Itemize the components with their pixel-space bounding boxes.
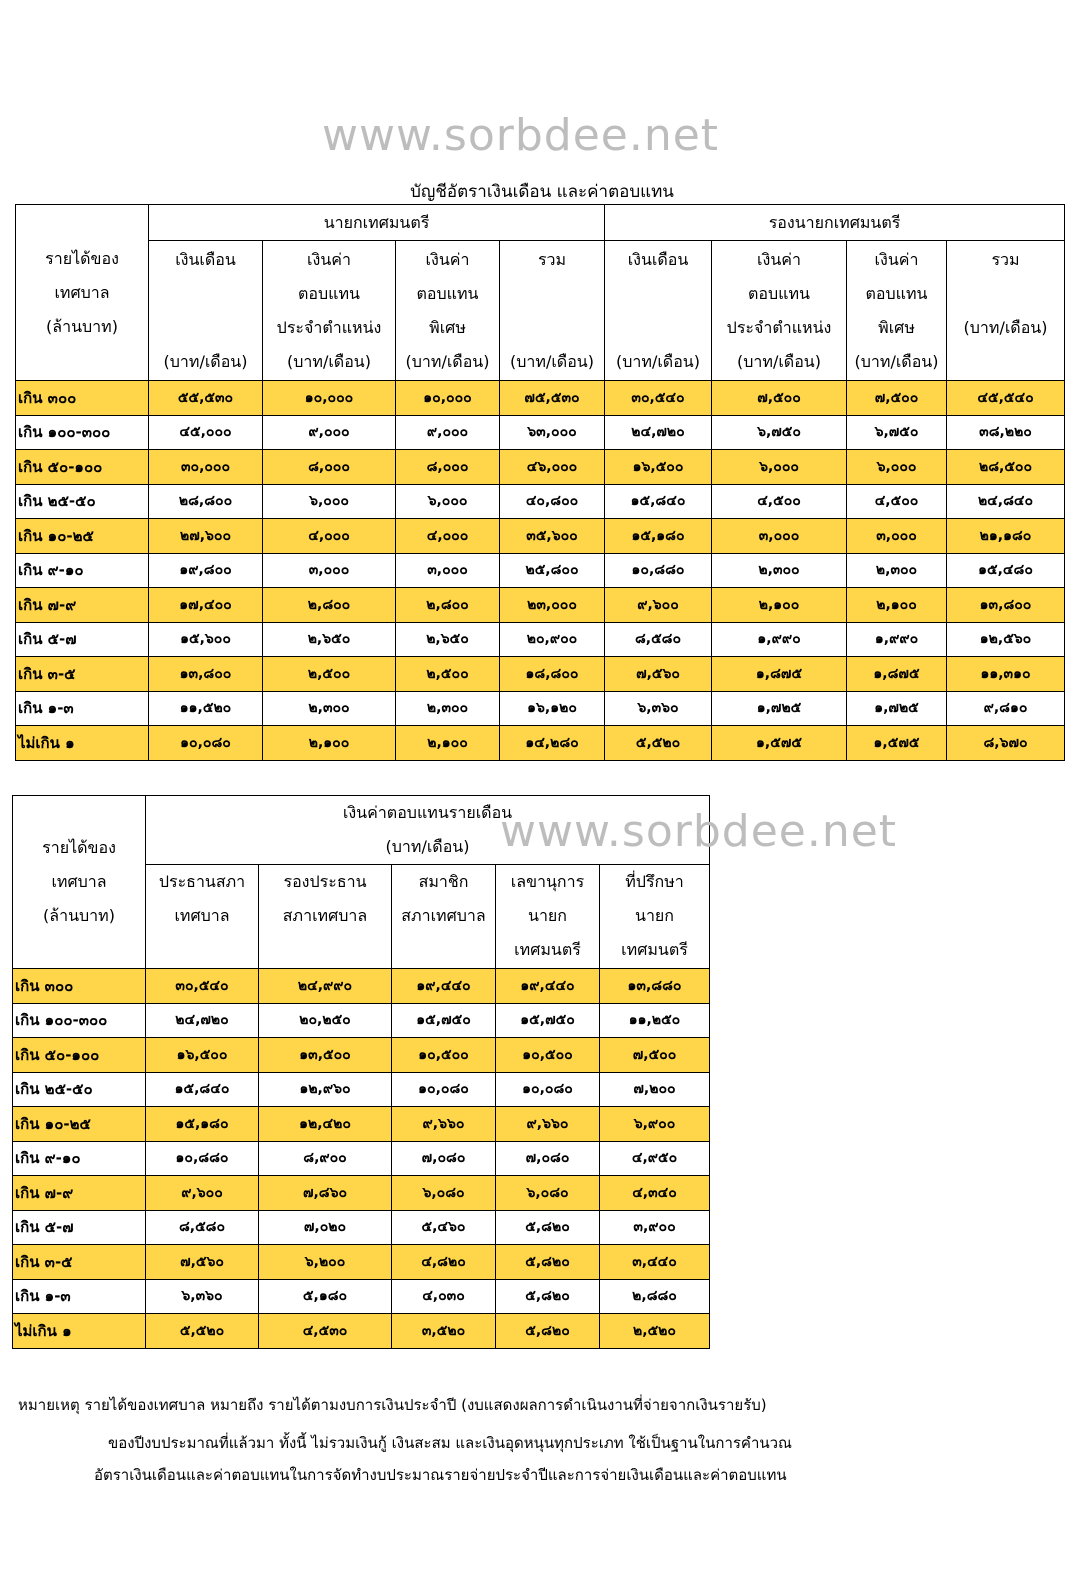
table-cell: ๑๙,๔๔๐ xyxy=(392,969,496,1004)
table-cell: ๔๐,๘๐๐ xyxy=(500,484,605,519)
table-cell: ๒,๖๕๐ xyxy=(396,622,500,657)
table-row xyxy=(16,415,1065,450)
table-cell: ๔,๕๓๐ xyxy=(259,1314,392,1349)
table-cell: ๑,๘๗๕ xyxy=(712,657,847,692)
table-cell: ๑๒,๕๖๐ xyxy=(947,622,1065,657)
table-row xyxy=(16,484,1065,519)
table-cell: ๑๐,๘๘๐ xyxy=(605,553,712,588)
table-row xyxy=(13,1245,710,1280)
table-cell: ๑๙,๔๔๐ xyxy=(496,969,600,1004)
table-cell: ๑๕,๑๘๐ xyxy=(146,1107,259,1142)
table-cell: ๑,๗๒๕ xyxy=(712,691,847,726)
table-row xyxy=(13,1003,710,1038)
column-header-line: เทศมนตรี xyxy=(514,940,581,959)
column-header xyxy=(712,241,847,381)
table-cell: ๖,๐๘๐ xyxy=(392,1176,496,1211)
column-header-line: นายก xyxy=(528,906,567,925)
table-cell: ๗,๕๖๐ xyxy=(146,1245,259,1280)
table-cell: ๑๖,๑๒๐ xyxy=(500,691,605,726)
table-cell: ๓,๐๐๐ xyxy=(847,519,947,554)
column-header-line: รองประธาน xyxy=(283,872,367,891)
table-cell: ๔,๕๐๐ xyxy=(712,484,847,519)
row-label: เกิน ๓๐๐ xyxy=(13,969,146,1004)
table-cell: ๓,๙๐๐ xyxy=(600,1210,710,1245)
table-cell: ๑๖,๕๐๐ xyxy=(146,1038,259,1073)
table-cell: ๖๓,๐๐๐ xyxy=(500,415,605,450)
table-cell: ๔,๐๐๐ xyxy=(263,519,396,554)
row-label: เกิน ๑๐๐-๓๐๐ xyxy=(16,415,149,450)
document-title: บัญชีอัตราเงินเดือน และค่าตอบแทน xyxy=(410,182,674,202)
table-cell: ๙,๐๐๐ xyxy=(263,415,396,450)
table-cell: ๕๕,๕๓๐ xyxy=(149,381,263,416)
column-header xyxy=(500,241,605,381)
table-cell: ๑๑,๕๒๐ xyxy=(149,691,263,726)
table-cell: ๑๐,๕๐๐ xyxy=(496,1038,600,1073)
table-cell: ๖,๒๐๐ xyxy=(259,1245,392,1280)
table-cell: ๕,๘๒๐ xyxy=(496,1279,600,1314)
table-cell: ๒๘,๘๐๐ xyxy=(149,484,263,519)
column-header-line: ที่ปรึกษา xyxy=(625,872,684,891)
table-cell: ๒,๑๐๐ xyxy=(847,588,947,623)
table-cell: ๒๑,๑๘๐ xyxy=(947,519,1065,554)
table-row xyxy=(16,726,1065,761)
row-label: เกิน ๓-๕ xyxy=(16,657,149,692)
table-cell: ๒,๓๐๐ xyxy=(712,553,847,588)
table-cell: ๘,๐๐๐ xyxy=(263,450,396,485)
table-cell: ๑๒,๔๒๐ xyxy=(259,1107,392,1142)
column-header-line: (บาท/เดือน) xyxy=(510,351,594,371)
table-cell: ๔๕,๐๐๐ xyxy=(149,415,263,450)
table-cell: ๕,๘๒๐ xyxy=(496,1210,600,1245)
table-cell: ๘,๖๗๐ xyxy=(947,726,1065,761)
table-cell: ๔,๙๕๐ xyxy=(600,1141,710,1176)
table-cell: ๒,๓๐๐ xyxy=(263,691,396,726)
column-header-line xyxy=(151,277,260,311)
table-cell: ๑๕,๘๔๐ xyxy=(605,484,712,519)
table-cell: ๗,๐๘๐ xyxy=(392,1141,496,1176)
table-cell: ๑๐,๘๘๐ xyxy=(146,1141,259,1176)
table-cell: ๑,๗๒๕ xyxy=(847,691,947,726)
row-label: เกิน ๙-๑๐ xyxy=(13,1141,146,1176)
table-cell: ๖,๗๕๐ xyxy=(847,415,947,450)
watermark: www.sorbdee.net xyxy=(500,806,898,857)
column-header-line xyxy=(949,277,1062,311)
table-cell: ๑๕,๖๐๐ xyxy=(149,622,263,657)
table-cell: ๒๗,๖๐๐ xyxy=(149,519,263,554)
table-row xyxy=(13,1314,710,1349)
table-cell: ๕,๘๒๐ xyxy=(496,1314,600,1349)
table-cell: ๖,๐๐๐ xyxy=(712,450,847,485)
table-cell: ๓,๐๐๐ xyxy=(712,519,847,554)
table-cell: ๗,๘๖๐ xyxy=(259,1176,392,1211)
table-cell: ๔,๘๒๐ xyxy=(392,1245,496,1280)
note-line-1: หมายเหตุ รายได้ของเทศบาล หมายถึง รายได้ตามงบการเงินประจำปี (งบแสดงผลการดำเนินงานที่จ่ายจากเงินรายรับ) xyxy=(18,1396,767,1414)
table-cell: ๒๕,๘๐๐ xyxy=(500,553,605,588)
table-row xyxy=(13,1279,710,1314)
column-header-line: รวม xyxy=(537,249,567,269)
table-row xyxy=(13,1107,710,1142)
column-header xyxy=(149,241,263,381)
table-row xyxy=(13,1141,710,1176)
column-header-line: เงินค่า xyxy=(307,249,351,269)
row-label: เกิน ๗-๙ xyxy=(16,588,149,623)
header-monthly-allowance: เงินค่าตอบแทนรายเดือน (บาท/เดือน) xyxy=(146,796,710,865)
column-header-line: (บาท/เดือน) xyxy=(963,317,1048,337)
row-label: เกิน ๑๐๐-๓๐๐ xyxy=(13,1003,146,1038)
table-cell: ๖,๐๐๐ xyxy=(396,484,500,519)
column-header-line: เงินเดือน xyxy=(627,249,689,269)
table-cell: ๑๔,๒๘๐ xyxy=(500,726,605,761)
table-cell: ๒,๖๕๐ xyxy=(263,622,396,657)
column-header-line xyxy=(148,933,256,967)
column-header-line xyxy=(151,311,260,345)
table-cell: ๑,๙๙๐ xyxy=(847,622,947,657)
table-cell: ๑,๘๗๕ xyxy=(847,657,947,692)
column-header-line: พิเศษ xyxy=(878,317,915,337)
table-cell: ๑๕,๗๕๐ xyxy=(496,1003,600,1038)
table-row xyxy=(16,588,1065,623)
table-cell: ๓๘,๒๒๐ xyxy=(947,415,1065,450)
column-header-line: สภาเทศบาล xyxy=(282,906,368,925)
table-cell: ๑๕,๗๕๐ xyxy=(392,1003,496,1038)
table-row xyxy=(16,519,1065,554)
table-cell: ๖,๐๘๐ xyxy=(496,1176,600,1211)
column-header-line: รวม xyxy=(991,249,1020,269)
table-row xyxy=(16,657,1065,692)
table-cell: ๓,๐๐๐ xyxy=(263,553,396,588)
header-deputy-mayor: รองนายกเทศมนตรี xyxy=(605,205,1065,241)
table-cell: ๑๒,๙๖๐ xyxy=(259,1072,392,1107)
table-cell: ๕,๕๒๐ xyxy=(605,726,712,761)
table-cell: ๑,๙๙๐ xyxy=(712,622,847,657)
column-header xyxy=(600,865,710,969)
table-cell: ๔,๕๐๐ xyxy=(847,484,947,519)
column-header-line xyxy=(502,311,602,345)
table-cell: ๗,๕๐๐ xyxy=(712,381,847,416)
column-header-line: ตอบแทน xyxy=(416,283,479,303)
row-label: เกิน ๕๐-๑๐๐ xyxy=(16,450,149,485)
column-header xyxy=(947,241,1065,381)
table-cell: ๑๐,๕๐๐ xyxy=(392,1038,496,1073)
table-cell: ๑๐,๐๐๐ xyxy=(396,381,500,416)
table-cell: ๓๐,๕๔๐ xyxy=(146,969,259,1004)
table-cell: ๑๐,๐๐๐ xyxy=(263,381,396,416)
column-header xyxy=(496,865,600,969)
table-cell: ๓๐,๐๐๐ xyxy=(149,450,263,485)
note-line-2: ของปีงบประมาณที่แล้วมา ทั้งนี้ ไม่รวมเงินกู้ เงินสะสม และเงินอุดหนุนทุกประเภท ใช้เป็นฐานในการคำนวณ xyxy=(108,1434,792,1452)
row-label: เกิน ๙-๑๐ xyxy=(16,553,149,588)
row-label: เกิน ๒๕-๕๐ xyxy=(16,484,149,519)
column-header-line xyxy=(607,311,709,345)
column-header xyxy=(263,241,396,381)
table-cell: ๓,๐๐๐ xyxy=(396,553,500,588)
table-cell: ๙,๐๐๐ xyxy=(396,415,500,450)
table-cell: ๑๐,๐๘๐ xyxy=(149,726,263,761)
table-cell: ๒๐,๒๕๐ xyxy=(259,1003,392,1038)
table-cell: ๑,๕๗๕ xyxy=(847,726,947,761)
table-row xyxy=(13,1210,710,1245)
row-label: เกิน ๓๐๐ xyxy=(16,381,149,416)
table-cell: ๖,๙๐๐ xyxy=(600,1107,710,1142)
table-cell: ๑๕,๔๘๐ xyxy=(947,553,1065,588)
table-cell: ๙,๖๖๐ xyxy=(392,1107,496,1142)
column-header-line: เงินค่า xyxy=(425,249,470,269)
table-cell: ๒,๕๐๐ xyxy=(396,657,500,692)
table-cell: ๖,๓๖๐ xyxy=(146,1279,259,1314)
table-cell: ๑๐,๐๘๐ xyxy=(496,1072,600,1107)
table-row xyxy=(16,553,1065,588)
table-cell: ๒,๓๐๐ xyxy=(847,553,947,588)
column-header-line: สมาชิก xyxy=(418,872,469,891)
table-cell: ๗๕,๕๓๐ xyxy=(500,381,605,416)
table-cell: ๔๖,๐๐๐ xyxy=(500,450,605,485)
table-cell: ๕,๕๒๐ xyxy=(146,1314,259,1349)
row-label: เกิน ๒๕-๕๐ xyxy=(13,1072,146,1107)
table-cell: ๒,๕๐๐ xyxy=(263,657,396,692)
table-cell: ๓,๕๒๐ xyxy=(392,1314,496,1349)
table-cell: ๒,๑๐๐ xyxy=(263,726,396,761)
column-header-line: (บาท/เดือน) xyxy=(854,351,939,371)
table-cell: ๒,๑๐๐ xyxy=(396,726,500,761)
salary-table-mayor xyxy=(15,204,1065,761)
column-header-line xyxy=(261,933,389,967)
table-cell: ๒๔,๙๙๐ xyxy=(259,969,392,1004)
table-cell: ๑๙,๘๐๐ xyxy=(149,553,263,588)
table-row xyxy=(13,1038,710,1073)
table-cell: ๒,๘๘๐ xyxy=(600,1279,710,1314)
column-header-line: เงินค่า xyxy=(874,249,919,269)
table-cell: ๔,๐๓๐ xyxy=(392,1279,496,1314)
table-cell: ๑๓,๘๐๐ xyxy=(149,657,263,692)
column-header-line: (บาท/เดือน) xyxy=(616,351,700,371)
table-cell: ๒๐,๙๐๐ xyxy=(500,622,605,657)
row-label: เกิน ๑-๓ xyxy=(13,1279,146,1314)
table-row xyxy=(13,1176,710,1211)
table-cell: ๗,๒๐๐ xyxy=(600,1072,710,1107)
column-header xyxy=(259,865,392,969)
note-line-3: อัตราเงินเดือนและค่าตอบแทนในการจัดทำงบประมาณรายจ่ายประจำปีและการจ่ายเงินเดือนและค่าตอบแทน xyxy=(94,1466,787,1484)
table-cell: ๒,๕๒๐ xyxy=(600,1314,710,1349)
column-header-line: ประธานสภา xyxy=(158,872,246,891)
table-cell: ๑๓,๘๘๐ xyxy=(600,969,710,1004)
table-cell: ๗,๕๖๐ xyxy=(605,657,712,692)
watermark: www.sorbdee.net xyxy=(322,110,720,161)
table-cell: ๗,๐๘๐ xyxy=(496,1141,600,1176)
column-header-line: สภาเทศบาล xyxy=(401,906,486,925)
column-header xyxy=(396,241,500,381)
column-header-line: ตอบแทน xyxy=(298,283,360,303)
header-income: รายได้ของ เทศบาล (ล้านบาท) xyxy=(16,205,149,381)
table-cell: ๘,๐๐๐ xyxy=(396,450,500,485)
table-cell: ๙,๖๐๐ xyxy=(605,588,712,623)
column-header xyxy=(146,865,259,969)
table-cell: ๘,๕๘๐ xyxy=(146,1210,259,1245)
column-header-line: นายก xyxy=(635,906,674,925)
column-header-line xyxy=(607,277,709,311)
row-label: เกิน ๕-๗ xyxy=(13,1210,146,1245)
table-cell: ๔,๓๔๐ xyxy=(600,1176,710,1211)
column-header xyxy=(847,241,947,381)
column-header-line: (บาท/เดือน) xyxy=(737,351,821,371)
column-header-line: พิเศษ xyxy=(429,317,466,337)
column-header-line: (บาท/เดือน) xyxy=(287,351,371,371)
table-cell: ๔,๐๐๐ xyxy=(396,519,500,554)
table-cell: ๒,๘๐๐ xyxy=(263,588,396,623)
table-cell: ๙,๘๑๐ xyxy=(947,691,1065,726)
column-header xyxy=(605,241,712,381)
table-cell: ๘,๕๘๐ xyxy=(605,622,712,657)
table-cell: ๕,๘๒๐ xyxy=(496,1245,600,1280)
table-cell: ๑๓,๕๐๐ xyxy=(259,1038,392,1073)
row-label: เกิน ๓-๕ xyxy=(13,1245,146,1280)
table-row xyxy=(13,1072,710,1107)
column-header-line xyxy=(394,933,493,967)
table-cell: ๒๔,๘๔๐ xyxy=(947,484,1065,519)
table-cell: ๑๕,๑๘๐ xyxy=(605,519,712,554)
table-cell: ๖,๐๐๐ xyxy=(847,450,947,485)
table-cell: ๙,๖๖๐ xyxy=(496,1107,600,1142)
row-label: เกิน ๑๐-๒๕ xyxy=(16,519,149,554)
table-row xyxy=(16,622,1065,657)
table-row xyxy=(16,691,1065,726)
column-header-line: ตอบแทน xyxy=(865,283,928,303)
table-cell: ๑๑,๓๑๐ xyxy=(947,657,1065,692)
table-cell: ๒,๓๐๐ xyxy=(396,691,500,726)
table-cell: ๑๘,๘๐๐ xyxy=(500,657,605,692)
header-mayor: นายกเทศมนตรี xyxy=(149,205,605,241)
table-cell: ๓๕,๖๐๐ xyxy=(500,519,605,554)
row-label: ไม่เกิน ๑ xyxy=(16,726,149,761)
table-row xyxy=(16,381,1065,416)
table-cell: ๖,๐๐๐ xyxy=(263,484,396,519)
table-cell: ๑๖,๕๐๐ xyxy=(605,450,712,485)
table-cell: ๔๕,๕๔๐ xyxy=(947,381,1065,416)
row-label: เกิน ๗-๙ xyxy=(13,1176,146,1211)
column-header-line: (บาท/เดือน) xyxy=(405,351,490,371)
header-income: รายได้ของ เทศบาล (ล้านบาท) xyxy=(13,796,146,969)
table-cell: ๒๔,๗๒๐ xyxy=(605,415,712,450)
table-cell: ๓๐,๕๔๐ xyxy=(605,381,712,416)
column-header-line: เทศมนตรี xyxy=(621,940,688,959)
table-cell: ๒๔,๗๒๐ xyxy=(146,1003,259,1038)
table-cell: ๙,๖๐๐ xyxy=(146,1176,259,1211)
table-cell: ๖,๓๖๐ xyxy=(605,691,712,726)
column-header-line xyxy=(502,277,602,311)
row-label: เกิน ๑-๓ xyxy=(16,691,149,726)
table-cell: ๕,๔๖๐ xyxy=(392,1210,496,1245)
row-label: เกิน ๕๐-๑๐๐ xyxy=(13,1038,146,1073)
column-header xyxy=(392,865,496,969)
column-header-line: เงินเดือน xyxy=(175,249,236,269)
column-header-line: (บาท/เดือน) xyxy=(163,351,248,371)
table-row xyxy=(16,450,1065,485)
table-cell: ๗,๐๒๐ xyxy=(259,1210,392,1245)
table-row xyxy=(13,969,710,1004)
table-cell: ๒๓,๐๐๐ xyxy=(500,588,605,623)
table-cell: ๕,๑๘๐ xyxy=(259,1279,392,1314)
allowance-table-council xyxy=(12,795,710,1349)
column-header-line: เทศบาล xyxy=(174,906,230,925)
column-header-line xyxy=(949,345,1062,379)
table-cell: ๒๘,๕๐๐ xyxy=(947,450,1065,485)
table-cell: ๑๑,๒๕๐ xyxy=(600,1003,710,1038)
table-cell: ๘,๙๐๐ xyxy=(259,1141,392,1176)
table-cell: ๑๗,๔๐๐ xyxy=(149,588,263,623)
column-header-line: เงินค่า xyxy=(757,249,801,269)
table-cell: ๑,๕๗๕ xyxy=(712,726,847,761)
column-header-line: ตอบแทน xyxy=(748,283,810,303)
row-label: เกิน ๑๐-๒๕ xyxy=(13,1107,146,1142)
column-header-line: ประจำตำแหน่ง xyxy=(726,317,832,337)
table-cell: ๑๓,๘๐๐ xyxy=(947,588,1065,623)
row-label: เกิน ๕-๗ xyxy=(16,622,149,657)
table-cell: ๓,๔๔๐ xyxy=(600,1245,710,1280)
table-cell: ๖,๗๕๐ xyxy=(712,415,847,450)
table-cell: ๗,๕๐๐ xyxy=(600,1038,710,1073)
table-cell: ๗,๕๐๐ xyxy=(847,381,947,416)
column-header-line: เลขานุการ xyxy=(510,872,585,891)
table-cell: ๒,๑๐๐ xyxy=(712,588,847,623)
table-cell: ๑๕,๘๔๐ xyxy=(146,1072,259,1107)
table-cell: ๒,๘๐๐ xyxy=(396,588,500,623)
column-header-line: ประจำตำแหน่ง xyxy=(276,317,382,337)
row-label: ไม่เกิน ๑ xyxy=(13,1314,146,1349)
table-cell: ๑๐,๐๘๐ xyxy=(392,1072,496,1107)
